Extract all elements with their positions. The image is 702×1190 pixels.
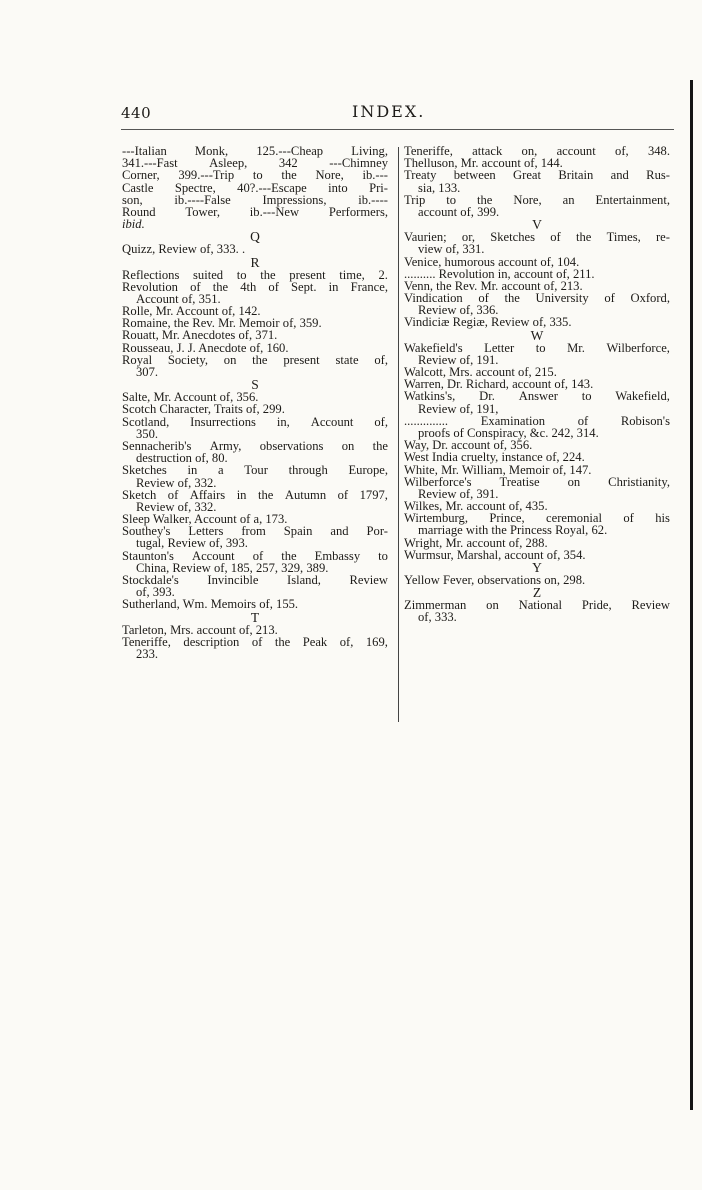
index-word: Robison's xyxy=(620,413,670,428)
index-word: 399.---Trip xyxy=(178,168,235,183)
index-word: Wilberforce, xyxy=(606,340,670,355)
index-word: Spain xyxy=(283,524,313,539)
index-word: Examination xyxy=(480,413,546,428)
index-entry xyxy=(122,354,388,366)
index-word: of xyxy=(577,413,589,428)
index-line xyxy=(122,182,388,194)
index-word: Letters xyxy=(188,524,224,539)
index-word: Sept. xyxy=(291,279,317,294)
page-number: 440 xyxy=(121,104,152,122)
index-word: Round xyxy=(122,204,156,219)
index-word: 348. xyxy=(647,144,670,158)
index-word: Sketches xyxy=(122,463,167,478)
index-word: on xyxy=(223,352,237,367)
index-word: 342 xyxy=(278,156,298,171)
index-entry-continuation: Review of, 332. xyxy=(136,475,217,490)
index-entry-continuation: destruction of, 80. xyxy=(136,451,228,466)
index-word: an xyxy=(562,192,575,207)
index-word: Answer xyxy=(518,389,558,404)
index-word: observations xyxy=(259,438,324,453)
index-word: Entertainment, xyxy=(595,192,670,207)
section-letter-s: S xyxy=(251,377,259,393)
index-word: to xyxy=(236,267,247,282)
index-word: of xyxy=(550,230,561,245)
index-word: ib.--- xyxy=(362,168,388,183)
index-entry: Quizz, Review of, 333. . xyxy=(122,242,246,257)
index-word: Stockdale's xyxy=(122,573,179,587)
index-word: in xyxy=(236,487,247,502)
index-entry: Salte, Mr. Account of, 356. xyxy=(122,390,259,405)
index-word: Dr. xyxy=(479,389,495,404)
index-word: Scotland, xyxy=(122,414,170,429)
index-word: Revolution xyxy=(122,279,178,294)
index-word: National xyxy=(518,598,562,613)
section-letter-w: W xyxy=(530,327,544,343)
index-word: Embassy xyxy=(314,548,361,563)
section-letter-v: V xyxy=(532,217,542,233)
index-entry: Rolle, Mr. Account of, 142. xyxy=(122,304,261,319)
index-word: Christianity, xyxy=(608,474,670,489)
index-word: a xyxy=(217,463,224,478)
index-word: ceremonial xyxy=(546,511,602,526)
index-entry-continuation: 307. xyxy=(136,365,159,379)
index-word: Britain xyxy=(558,168,594,183)
index-word: University xyxy=(535,291,589,306)
index-word: suited xyxy=(193,267,224,282)
index-entry-continuation: 350. xyxy=(136,426,159,441)
index-word: 4th xyxy=(240,279,257,294)
index-word: Review xyxy=(631,598,670,613)
index-entry xyxy=(122,269,388,281)
index-word: from xyxy=(241,524,266,539)
index-entry xyxy=(404,169,670,181)
index-word: Zimmerman xyxy=(404,598,467,613)
index-word: ib.---New xyxy=(249,204,300,219)
index-word: Living, xyxy=(351,144,388,158)
header-rule xyxy=(121,129,674,130)
index-entry-continuation: marriage with the Princess Royal, 62. xyxy=(418,523,608,538)
index-word: Review xyxy=(349,573,388,587)
index-word: Castle xyxy=(122,180,154,195)
index-word: ib.----False xyxy=(174,192,231,207)
index-entry-continuation: Review of, 391. xyxy=(418,486,499,501)
index-word: of xyxy=(268,279,279,294)
index-word: of, xyxy=(374,414,388,429)
index-word: between xyxy=(453,168,496,183)
index-word: the xyxy=(372,438,388,453)
index-word: to xyxy=(446,192,457,207)
index-entry: Venn, the Rev. Mr. account of, 213. xyxy=(404,278,583,293)
index-entry: West India cruelty, instance of, 224. xyxy=(404,450,585,465)
section-letter-z: Z xyxy=(532,585,542,601)
index-entry: Yellow Fever, observations on, 298. xyxy=(404,573,586,587)
index-word: on, xyxy=(521,144,538,158)
index-word: Wakefield, xyxy=(615,389,670,404)
index-word: to xyxy=(581,389,592,404)
section-letter-q: Q xyxy=(250,229,260,245)
index-word: Asleep, xyxy=(209,156,248,171)
index-word: ---Chimney xyxy=(329,156,388,171)
index-word: Island, xyxy=(287,573,321,587)
index-word: of xyxy=(337,487,349,502)
index-entry xyxy=(404,342,670,354)
index-word: Europe, xyxy=(348,463,388,478)
index-word: the xyxy=(476,192,493,207)
index-word: Impressions, xyxy=(262,192,327,207)
index-word: Letter xyxy=(484,340,515,355)
index-word: the xyxy=(252,352,268,367)
running-head: INDEX. xyxy=(352,102,426,121)
index-word: re- xyxy=(655,230,670,245)
index-entry: Scotch Character, Traits of, 299. xyxy=(122,402,285,417)
index-word: present xyxy=(283,352,320,367)
index-entry-continuation: Review of, 332. xyxy=(136,499,217,514)
index-word: the xyxy=(504,291,520,306)
index-entry-continuation: Review of, 191, xyxy=(418,401,499,416)
index-line: ibid. xyxy=(122,217,145,232)
index-word: to xyxy=(378,548,388,563)
index-word: Oxford, xyxy=(630,291,670,306)
index-entry-continuation: tugal, Review of, 393. xyxy=(136,536,248,551)
index-word: Invincible xyxy=(207,573,259,587)
index-entry: Wurmsur, Marshal, account of, 354. xyxy=(404,547,586,562)
index-word: France, xyxy=(350,279,388,294)
index-word: Nore, xyxy=(315,168,344,183)
index-word: Wirtemburg, xyxy=(404,511,468,526)
index-word: of xyxy=(252,548,264,563)
index-entry xyxy=(122,416,388,428)
index-word: Pride, xyxy=(581,598,612,613)
left-column xyxy=(122,145,388,660)
index-entry-continuation: account of, 399. xyxy=(418,204,500,219)
index-word: of xyxy=(604,291,615,306)
index-word: Watkins's, xyxy=(404,389,456,404)
index-word: Vindication xyxy=(404,291,463,306)
index-word: Vaurien; xyxy=(404,230,447,245)
index-word: on xyxy=(486,598,499,613)
index-word: 341.---Fast xyxy=(122,156,178,171)
index-word: of xyxy=(478,291,489,306)
index-word: of xyxy=(167,487,179,502)
index-word: Treaty xyxy=(404,168,437,183)
index-entry: Thelluson, Mr. account of, 144. xyxy=(404,156,563,171)
index-word: the xyxy=(281,168,297,183)
index-word: the xyxy=(260,267,276,282)
index-entry: Walcott, Mrs. account of, 215. xyxy=(404,365,557,379)
index-word: through xyxy=(288,463,328,478)
index-word: his xyxy=(655,511,670,526)
index-entry-continuation: 233. xyxy=(136,646,159,661)
index-word: Sennacherib's xyxy=(122,438,192,453)
index-word: to xyxy=(535,340,546,355)
index-word: of, xyxy=(339,634,354,649)
index-word: and xyxy=(330,524,349,539)
index-word: ib.---- xyxy=(358,192,388,207)
index-entry-continuation: view of, 331. xyxy=(418,242,485,257)
index-entry: Rouatt, Mr. Anecdotes of, 371. xyxy=(122,328,278,343)
section-letter-r: R xyxy=(250,254,260,270)
index-word: Sketch xyxy=(122,487,157,502)
index-entry-continuation: Review of, 191. xyxy=(418,352,499,367)
index-word: Monk, xyxy=(194,144,229,158)
index-word: of xyxy=(623,511,634,526)
index-entry: Sutherland, Wm. Memoirs of, 155. xyxy=(122,597,299,612)
index-word: Performers, xyxy=(328,204,388,219)
index-word: Society, xyxy=(167,352,208,367)
index-word: into xyxy=(328,180,348,195)
index-word: Affairs xyxy=(189,487,226,502)
index-word: Staunton's xyxy=(122,548,174,563)
index-word: the xyxy=(575,230,592,245)
index-entry-continuation: of, 333. xyxy=(418,610,457,625)
index-word: Spectre, xyxy=(174,180,216,195)
index-word: of, xyxy=(374,352,388,367)
index-word: the xyxy=(212,279,229,294)
index-word: and xyxy=(610,168,629,183)
index-entry: Warren, Dr. Richard, account of, 143. xyxy=(404,377,594,392)
index-word: Por- xyxy=(366,524,388,539)
index-word: Rus- xyxy=(646,168,670,183)
index-word: 40?.---Escape xyxy=(237,180,307,195)
index-entry: Rousseau, J. J. Anecdote of, 160. xyxy=(122,340,289,355)
index-word: Pri- xyxy=(369,180,388,195)
index-word: Times, xyxy=(606,230,641,245)
index-word: in, xyxy=(276,414,290,429)
index-entry-continuation: China, Review of, 185, 257, 329, 389. xyxy=(136,560,329,575)
index-entry xyxy=(122,550,388,562)
index-entry: Wright, Mr. account of, 288. xyxy=(404,535,548,550)
index-word: of xyxy=(190,279,201,294)
index-word: Peak xyxy=(302,634,328,649)
index-word: Sketches xyxy=(490,230,536,245)
index-word: time, xyxy=(339,267,365,282)
index-word: of, xyxy=(615,144,629,158)
index-word: present xyxy=(289,267,326,282)
index-word: in xyxy=(187,463,198,478)
index-word: Mr. xyxy=(567,340,585,355)
index-entry: Venice, humorous account of, 104. xyxy=(404,254,580,269)
page-edge-shadow xyxy=(690,80,693,1110)
index-word: to xyxy=(252,168,263,183)
index-line xyxy=(122,169,388,181)
index-word: the xyxy=(274,634,291,649)
index-word: account xyxy=(556,144,596,158)
index-entry-continuation: of, 393. xyxy=(136,585,175,600)
index-entry: Vindiciæ Regiæ, Review of, 335. xyxy=(404,315,572,330)
index-entry: .......... Revolution in, account of, 211. xyxy=(404,266,595,281)
section-letter-t: T xyxy=(250,609,260,625)
index-word: 2. xyxy=(378,267,388,282)
column-divider xyxy=(398,147,399,722)
index-entry: Sleep Walker, Account of a, 173. xyxy=(122,512,288,527)
index-entry: Way, Dr. account of, 356. xyxy=(404,438,533,453)
right-column xyxy=(404,145,670,624)
index-word: state xyxy=(335,352,359,367)
index-word: Corner, xyxy=(122,168,160,183)
index-word: Account xyxy=(191,548,235,563)
index-word: the xyxy=(257,487,274,502)
index-word: 169, xyxy=(365,634,388,649)
index-word: son, xyxy=(122,192,143,207)
index-word: Tower, xyxy=(185,204,221,219)
index-word: Wakefield's xyxy=(404,340,463,355)
index-word: Nore, xyxy=(513,192,542,207)
index-word: Wilberforce's xyxy=(404,474,472,489)
index-word: of xyxy=(251,634,263,649)
index-word: on xyxy=(567,474,581,489)
index-entry: Tarleton, Mrs. account of, 213. xyxy=(122,622,278,637)
index-word: Teneriffe, xyxy=(404,144,453,158)
index-entry-continuation: sia, 133. xyxy=(418,180,461,195)
index-entry-continuation: proofs of Conspiracy, &c. 242, 314. xyxy=(418,425,599,440)
index-word: attack xyxy=(472,144,503,158)
index-entry-continuation: Review of, 336. xyxy=(418,303,499,318)
index-word: Tour xyxy=(244,463,268,478)
index-word: Insurrections xyxy=(190,414,256,429)
index-line xyxy=(122,206,388,218)
index-word: .............. xyxy=(404,413,449,428)
index-word: description xyxy=(183,634,240,649)
index-entry xyxy=(122,464,388,476)
index-entry xyxy=(122,636,388,648)
index-word: the xyxy=(281,548,297,563)
index-entry: Romaine, the Rev. Mr. Memoir of, 359. xyxy=(122,316,322,331)
index-word: ---Italian xyxy=(122,144,167,158)
index-entry: Wilkes, Mr. account of, 435. xyxy=(404,499,548,514)
index-word: Reflections xyxy=(122,267,180,282)
index-word: Army, xyxy=(209,438,242,453)
index-word: in xyxy=(328,279,339,294)
index-entry xyxy=(404,390,670,402)
index-word: Account xyxy=(310,414,354,429)
index-word: or, xyxy=(461,230,476,245)
section-letter-y: Y xyxy=(532,560,542,575)
index-word: Southey's xyxy=(122,524,171,539)
index-entry: White, Mr. William, Memoir of, 147. xyxy=(404,462,592,477)
index-word: Treatise xyxy=(499,474,540,489)
index-word: Trip xyxy=(404,192,426,207)
index-word: Autumn xyxy=(284,487,327,502)
index-word: Teneriffe, xyxy=(122,634,171,649)
index-word: Great xyxy=(513,168,542,183)
index-word: Royal xyxy=(122,352,153,367)
index-word: 1797, xyxy=(359,487,388,502)
index-word: 125.---Cheap xyxy=(256,144,324,158)
index-entry-continuation: Account of, 351. xyxy=(136,291,221,306)
index-word: on xyxy=(341,438,355,453)
index-word: Prince, xyxy=(489,511,525,526)
